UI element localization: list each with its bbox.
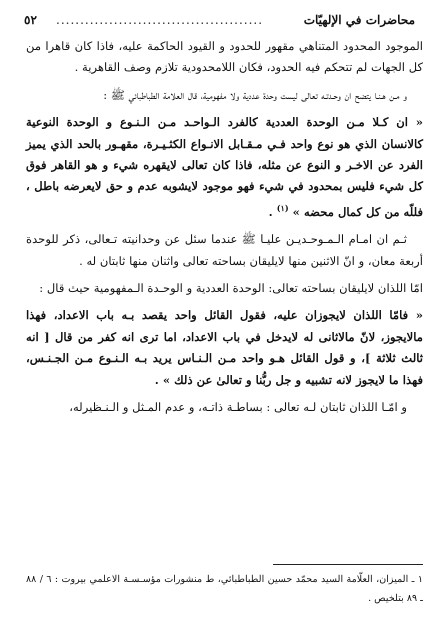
paragraph-1: الموجود المحدود المتناهي مقهور للحدود و القيود الحاكمة عليه، فاذا كان قاهرا من كل الجهات لم تتحكم فيه الحدود، فكان اللامحدودية تلازم وصف القاهرية .: [26, 39, 423, 75]
running-title: محاضرات في الإلهيّات: [303, 13, 415, 27]
footnote-reference: (١): [276, 202, 289, 213]
page-body: [26, 36, 423, 418]
paragraph-4: امّا اللذان لايليقان بساحته تعالى: الوحدة العددية و الوحـدة الـمفهومية حيث قال :: [39, 280, 423, 295]
footnote-divider: [273, 564, 423, 565]
paragraph-3: ثـم ان امـام الـمـوحـديـن عليـا ﷺ عندما سئل عن وحدانيته تـعالى، ذكر للوحدة أربعة معان، و انّ الاثنين منها لايليقان بساحته تعالى واثنان منها ثابتان له .: [26, 232, 423, 268]
running-header: [24, 10, 415, 30]
paragraph-5: و امّـا اللذان ثابتان لـه تعالى : بساطـة ذاتـه، و عدم المـثل و الـنـظيرله،: [69, 399, 407, 414]
quotation-1: « ان كـلا مـن الوحدة العددية كالفرد الـواحـد مـن الـنـوع و الوحدة النوعية كالانسان الذي هو نوع واحد فـي مـقـابل الانـواع الكثـيـرة، مقهـور بالحد الذي يميز الفرد عن الاخـر و النوع عن مثله، فاذا كان تعالى لايقهره شيء و هو القاهر فوق كل شيء فليس بمحدود في شيء فهو موجود لايشوبه عدم و حق لايعرضه باطل ، فللّه من كل كمال محضه » $^{(١)}$ .: [26, 115, 423, 219]
quotation-1-text: « ان كـلا مـن الوحدة العددية كالفرد الـواحـد مـن الـنـوع و الوحدة النوعية كالانسان الذي هو نوع واحد فـي مـقـابل الانـواع الكثـيـرة، مقهـور بالحد الذي يميز الفرد عن الاخـر و النوع عن مثله، فاذا كان تعالى لايقهره شيء و هو القاهر فوق كل شيء فليس بمحدود في شيء فهو موجود لايشوبه عدم و حق لايعرضه باطل ، فللّه من كل كمال محضه »: [26, 115, 423, 219]
paragraph-2: و مـن هـنـا يتضح ان وحـدتـه تعالى ليست وحدة عددية ولا مفهومية، قال العلامة الطباطبائي ﷺ :: [103, 87, 407, 102]
footnote: ١ ـ الميزان، العلّامة السيد محمّد حسين الطباطبائي، ط منشورات مؤسـسـة الاعلمي بيروت : ٦ / ٨٨ ـ ٨٩ بتلخيص .: [26, 574, 423, 604]
quotation-2: « فامّا اللذان لايجوزان عليه، فقول القائل واحد يقصد بـه باب الاعداد، فهذا مالايجوز، لانّ مالاثانی له لايدخل في باب الاعداد، اما ترى انه كفر من قال [ انه ثالث ثلاثة ]، و قول القائل هـو واحد مـن الـنـاس يريد بـه الـنـوع مـن الجـنـس، فهذا ما لايجوز لانه تشبيه و جل ربُّنا و تعالىٰ عن ذلك » .: [26, 308, 423, 387]
header-leader-dots: ...........................................: [56, 13, 264, 27]
page-number: ٥٢: [24, 13, 37, 27]
